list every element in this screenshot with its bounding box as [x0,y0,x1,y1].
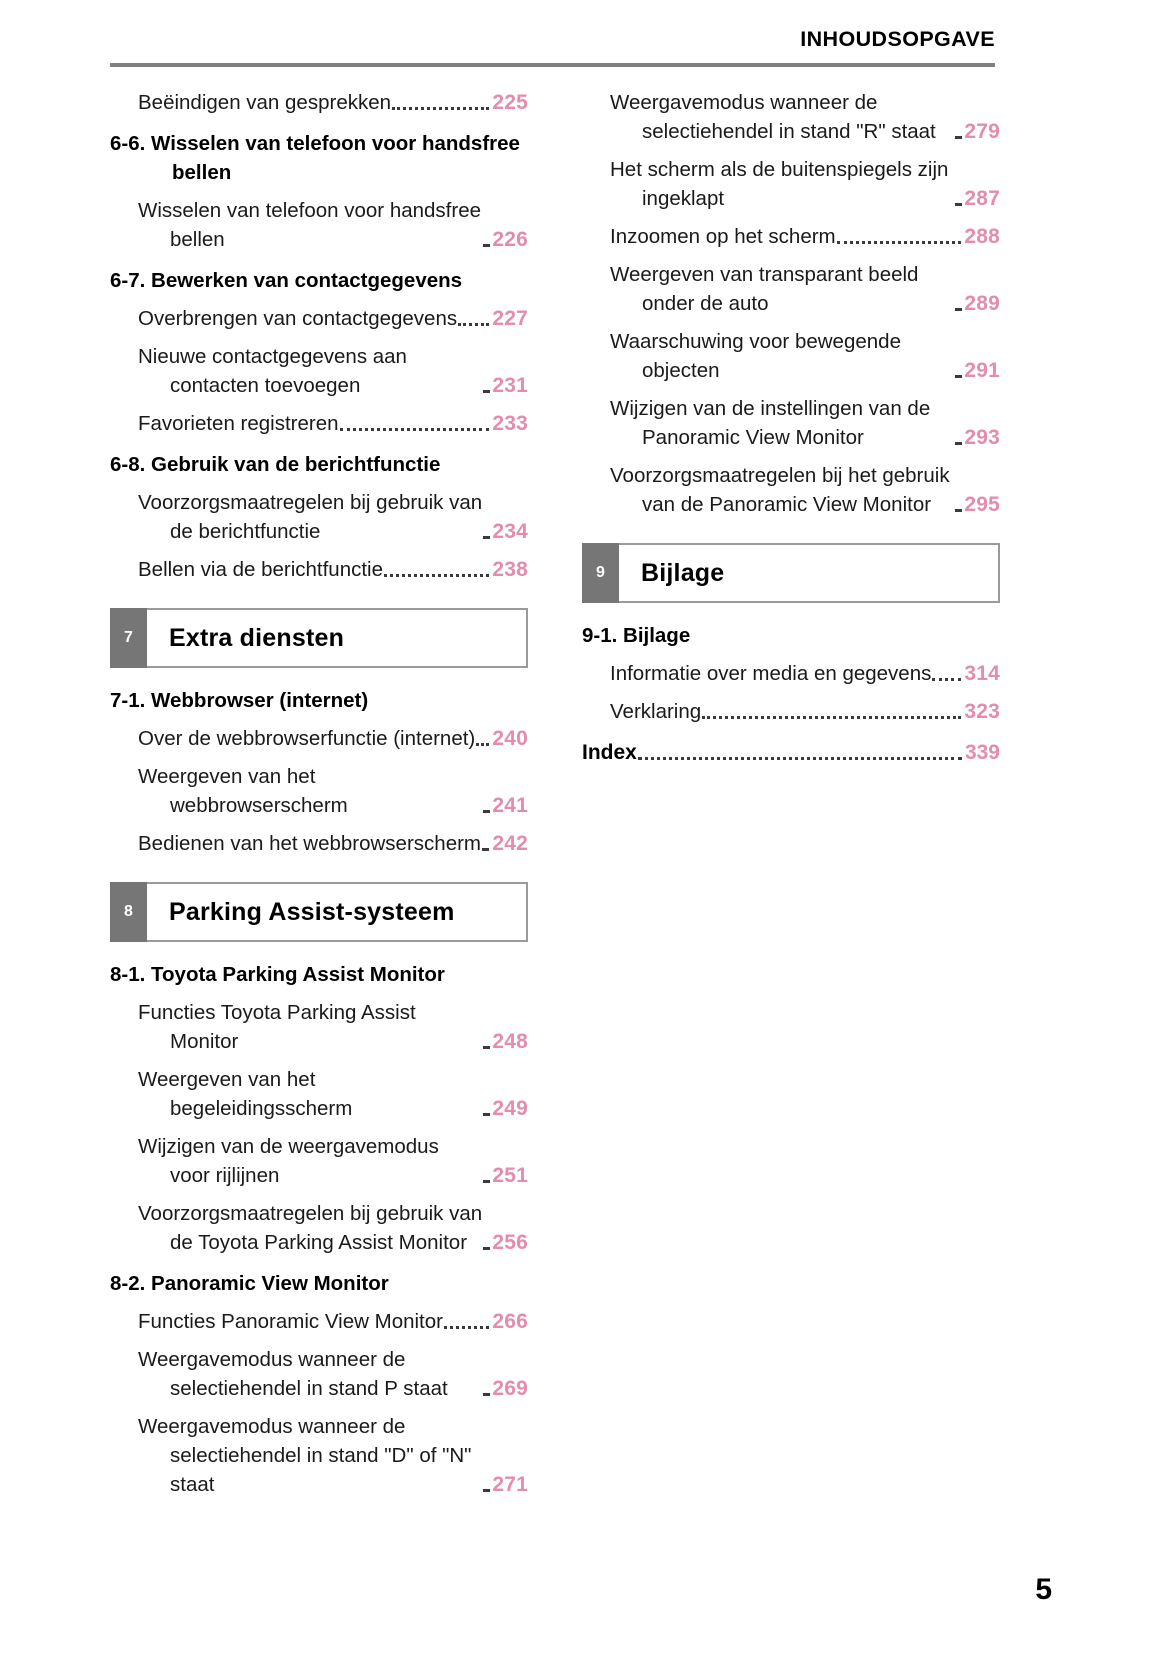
toc-entry-voorzorgsmaatregelen-bij-gebruik-van-de-beri[interactable] [110,488,528,546]
dot-leader [483,1179,489,1183]
dot-leader [476,742,489,746]
chapter-header-extra-diensten[interactable] [110,608,528,668]
page-number: 271 [492,1473,528,1496]
toc-entry-weergeven-van-het-begeleidingsscherm[interactable] [110,1065,528,1123]
page-number: 269 [492,1377,528,1400]
toc-entry-functies-panoramic-view-monitor[interactable] [110,1307,528,1336]
page-title: INHOUDSOPGAVE [800,27,995,51]
toc-entry-over-de-webbrowserfunctie-internet[interactable] [110,724,528,753]
section-heading-8-2-panoramic-view-monitor: 8-2. Panoramic View Monitor [110,1272,389,1295]
toc-entry-label: Bedienen van het webbrowserscherm [138,832,481,855]
page-number: 240 [492,727,528,750]
chapter-header-bijlage[interactable] [582,543,1000,603]
toc-entry-voorzorgsmaatregelen-bij-het-gebruik-van-de-[interactable] [582,461,1000,519]
dot-leader [837,240,962,244]
page-number: 279 [964,120,1000,143]
dot-leader [483,1246,489,1250]
section-heading-6-8-gebruik-van-de-berichtfunctie: 6-8. Gebruik van de berichtfunctie [110,453,441,476]
toc-entry-inzoomen-op-het-scherm[interactable] [582,222,1000,251]
toc-entry-informatie-over-media-en-gegevens[interactable] [582,659,1000,688]
page-number: 323 [964,700,1000,723]
section-heading-7-1-webbrowser-internet: 7-1. Webbrowser (internet) [110,689,369,712]
toc-entry-label: Functies Toyota Parking Assist Monitor [138,1001,422,1053]
chapter-number-badge: 9 [582,543,619,603]
chapter-title-label: Extra diensten [169,623,345,652]
dot-leader [482,847,489,851]
dot-leader [483,1392,489,1396]
page-header [110,28,995,67]
toc-entry-label: Favorieten registreren [138,412,339,435]
toc-entry-label: Bellen via de berichtfunctie [138,558,384,581]
page-number: 233 [492,412,528,435]
toc-entry-label: Weergeven van het webbrowserscherm [138,765,348,817]
chapter-title-label: Bijlage [641,558,725,587]
toc-entry-label: Overbrengen van contactgegevens [138,307,458,330]
toc-entry-be-indigen-van-gesprekken[interactable] [110,88,528,117]
toc-entry-label: Voorzorgsmaatregelen bij gebruik van de berichtfunctie [138,491,488,543]
toc-entry-weergavemodus-wanneer-de-selectiehendel-in-s[interactable] [582,88,1000,146]
page-number: 295 [964,493,1000,516]
toc-entry-label: Wijzigen van de weergavemodus voor rijlijnen [138,1135,445,1187]
chapter-title-label: Parking Assist-systeem [169,897,455,926]
page-number: 293 [964,426,1000,449]
toc-entry-weergeven-van-transparant-beeld-onder-de-aut[interactable] [582,260,1000,318]
dot-leader [392,106,489,110]
dot-leader [340,427,490,431]
page-number: 248 [492,1030,528,1053]
header-divider [110,63,995,67]
page-number: 291 [964,359,1000,382]
page-number: 256 [492,1231,528,1254]
section-heading-9-1-bijlage: 9-1. Bijlage [582,624,691,647]
toc-entry-label: Beëindigen van gesprekken [138,91,392,114]
toc-entry-weergavemodus-wanneer-de-selectiehendel-in-s[interactable] [110,1345,528,1403]
toc-entry-favorieten-registreren[interactable] [110,409,528,438]
toc-entry-label: Weergeven van het begeleidingsscherm [138,1068,353,1120]
page-number: 225 [492,91,528,114]
page-number: 287 [964,187,1000,210]
dot-leader [483,1045,489,1049]
page-number: 314 [964,662,1000,685]
toc-columns [110,88,1000,1499]
dot-leader [483,809,489,813]
toc-entry-verklaring[interactable] [582,697,1000,726]
page-number: 227 [492,307,528,330]
toc-entry-label: Voorzorgsmaatregelen bij het gebruik van de Panoramic View Monitor [610,464,956,516]
toc-entry-wisselen-van-telefoon-voor-handsfree-bellen[interactable] [110,196,528,254]
page-number: 238 [492,558,528,581]
page-number: 231 [492,374,528,397]
toc-entry-label: Voorzorgsmaatregelen bij gebruik van de Toyota Parking Assist Monitor [138,1202,488,1254]
toc-entry-wijzigen-van-de-weergavemodus-voor-rijlijnen[interactable] [110,1132,528,1190]
toc-entry-index[interactable] [582,738,1000,767]
dot-leader [444,1325,489,1329]
toc-column-right [582,88,1000,1499]
page-number: 249 [492,1097,528,1120]
toc-entry-overbrengen-van-contactgegevens[interactable] [110,304,528,333]
toc-column-left [110,88,528,1499]
dot-leader [458,322,489,326]
dot-leader [483,1112,489,1116]
index-label: Index [582,741,637,764]
toc-entry-label: Informatie over media en gegevens [610,662,932,685]
toc-entry-weergavemodus-wanneer-de-selectiehendel-in-s[interactable] [110,1412,528,1499]
dot-leader [638,756,962,760]
dot-leader [955,508,961,512]
chapter-header-parking-assist-systeem[interactable] [110,882,528,942]
toc-entry-label: Waarschuwing voor bewegende objecten [610,330,907,382]
page-number: 288 [964,225,1000,248]
toc-entry-functies-toyota-parking-assist-monitor[interactable] [110,998,528,1056]
toc-entry-bellen-via-de-berichtfunctie[interactable] [110,555,528,584]
toc-entry-label: Weergavemodus wanneer de selectiehendel in stand "D" of "N" staat [138,1415,478,1496]
toc-entry-nieuwe-contactgegevens-aan-contacten-toevoeg[interactable] [110,342,528,400]
toc-entry-label: Het scherm als de buitenspiegels zijn ingeklapt [610,158,955,210]
toc-entry-label: Wijzigen van de instellingen van de Panoramic View Monitor [610,397,936,449]
section-heading-6-7-bewerken-van-contactgegevens: 6-7. Bewerken van contactgegevens [110,269,463,292]
page-number: 242 [492,832,528,855]
dot-leader [483,1488,489,1492]
toc-entry-waarschuwing-voor-bewegende-objecten[interactable] [582,327,1000,385]
chapter-number-badge: 8 [110,882,147,942]
toc-entry-label: Nieuwe contactgegevens aan contacten toevoegen [138,345,413,397]
dot-leader [955,374,961,378]
page-number: 226 [492,228,528,251]
page-number: 339 [964,741,1000,764]
section-heading-6-6-wisselen-van-telefoon-voor-handsfree-bel: 6-6. Wisselen van telefoon voor handsfree bellen [110,132,520,184]
page-number: 241 [492,794,528,817]
toc-entry-wijzigen-van-de-instellingen-van-de-panorami[interactable] [582,394,1000,452]
dot-leader [483,243,489,247]
page-number: 266 [492,1310,528,1333]
toc-entry-het-scherm-als-de-buitenspiegels-zijn-ingekl[interactable] [582,155,1000,213]
dot-leader [702,715,961,719]
toc-entry-label: Wisselen van telefoon voor handsfree bellen [138,199,487,251]
toc-entry-bedienen-van-het-webbrowserscherm[interactable] [110,829,528,858]
toc-entry-label: Inzoomen op het scherm [610,225,836,248]
dot-leader [955,135,961,139]
dot-leader [955,307,961,311]
toc-entry-label: Verklaring [610,700,702,723]
dot-leader [384,573,489,577]
dot-leader [955,202,961,206]
folio-page-number: 5 [1035,1573,1052,1606]
toc-entry-label: Functies Panoramic View Monitor [138,1310,443,1333]
toc-entry-label: Weergeven van transparant beeld onder de auto [610,263,925,315]
dot-leader [483,389,489,393]
toc-entry-voorzorgsmaatregelen-bij-gebruik-van-de-toyo[interactable] [110,1199,528,1257]
page-number: 251 [492,1164,528,1187]
dot-leader [483,535,489,539]
toc-entry-weergeven-van-het-webbrowserscherm[interactable] [110,762,528,820]
chapter-number-badge: 7 [110,608,147,668]
toc-entry-label: Over de webbrowserfunctie (internet) [138,727,476,750]
page-number: 289 [964,292,1000,315]
toc-entry-label: Weergavemodus wanneer de selectiehendel in stand "R" staat [610,91,936,143]
dot-leader [932,677,961,681]
page-number: 234 [492,520,528,543]
toc-entry-label: Weergavemodus wanneer de selectiehendel in stand P staat [138,1348,448,1400]
dot-leader [955,441,961,445]
section-heading-8-1-toyota-parking-assist-monitor: 8-1. Toyota Parking Assist Monitor [110,963,445,986]
